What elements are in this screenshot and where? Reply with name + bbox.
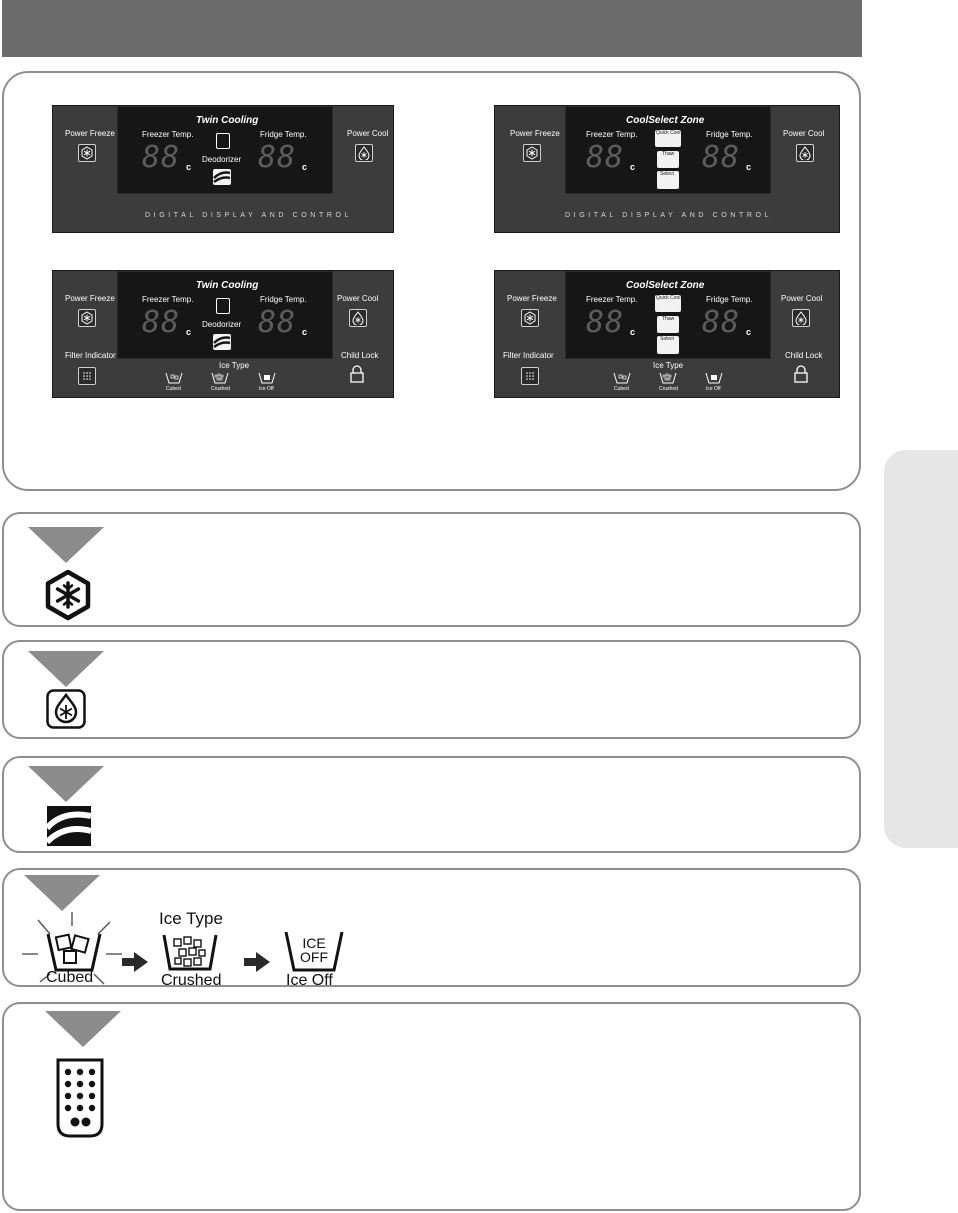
deodorizer-icon — [47, 806, 91, 851]
freezer-deg: c — [630, 327, 636, 337]
power-freeze-icon — [80, 311, 94, 325]
fridge-digits: 88 — [702, 305, 741, 340]
display-window — [117, 271, 333, 359]
ice-off-label: Ice Off — [259, 386, 274, 392]
select-button[interactable] — [657, 171, 679, 189]
ice-off-label: Ice Off — [286, 972, 333, 989]
fridge-temp-label: Fridge Temp. — [260, 130, 307, 139]
power-cool-icon — [794, 311, 808, 325]
freezer-temp-label: Freezer Temp. — [142, 130, 194, 139]
section-marker — [45, 1011, 121, 1047]
freezer-digits: 88 — [586, 305, 625, 340]
freezer-deg: c — [186, 162, 192, 172]
deodorizer-label: Deodorizer — [202, 155, 242, 164]
fridge-deg: c — [302, 162, 308, 172]
power-cool-label: Power Cool — [781, 294, 823, 303]
thaw-button[interactable] — [657, 316, 679, 333]
freezer-digits: 88 — [142, 305, 181, 340]
filter-indicator-button[interactable] — [521, 367, 539, 385]
section-marker — [24, 875, 100, 911]
section-ice-type — [2, 868, 861, 987]
power-freeze-label: Power Freeze — [507, 294, 557, 303]
quick-cool-label: Quick Cool — [656, 295, 681, 301]
quick-cool-button[interactable] — [655, 130, 681, 147]
ice-type-label: Ice Type — [219, 361, 250, 370]
cubed-label: Cubed — [46, 969, 94, 986]
panel-title: Twin Cooling — [196, 115, 259, 126]
mode-indicator — [216, 298, 230, 314]
power-freeze-label: Power Freeze — [510, 129, 560, 138]
freezer-temp-label: Freezer Temp. — [142, 295, 194, 304]
deodorizer-icon — [213, 334, 231, 350]
power-cool-button[interactable] — [349, 309, 367, 327]
power-freeze-icon — [80, 146, 94, 160]
fridge-temp-label: Fridge Temp. — [706, 295, 753, 304]
ice-type-heading: Ice Type — [159, 909, 223, 928]
panel-caption: DIGITAL DISPLAY AND CONTROL — [565, 212, 773, 219]
power-freeze-button[interactable] — [78, 144, 96, 162]
crushed-label: Crushed — [211, 386, 230, 392]
power-freeze-label: Power Freeze — [65, 129, 115, 138]
display-window — [565, 271, 771, 359]
power-freeze-icon — [525, 146, 539, 160]
fridge-digits: 88 — [702, 140, 741, 175]
deodorizer-icon — [213, 169, 231, 185]
panel-coolselect-dispenser — [494, 270, 840, 398]
cubed-label: Cubed — [166, 386, 181, 392]
ice-off-icon — [282, 930, 346, 974]
side-tab — [884, 450, 958, 848]
power-freeze-button[interactable] — [523, 144, 541, 162]
crushed-label: Crushed — [659, 386, 678, 392]
power-cool-button[interactable] — [796, 144, 814, 162]
freezer-digits: 88 — [142, 140, 181, 175]
freezer-temp-label: Freezer Temp. — [586, 130, 638, 139]
crushed-label: Crushed — [161, 972, 222, 989]
power-cool-button[interactable] — [355, 144, 373, 162]
panel-title: CoolSelect Zone — [626, 280, 705, 291]
power-freeze-icon — [42, 569, 94, 626]
ice-off-icon-line2: OFF — [300, 949, 328, 965]
ice-off-label: Ice Off — [706, 386, 721, 392]
power-cool-icon — [798, 146, 812, 160]
filter-indicator-icon — [54, 1058, 106, 1143]
section-power-freeze — [2, 512, 861, 627]
power-cool-label: Power Cool — [337, 294, 379, 303]
cubed-label: Cubed — [614, 386, 629, 392]
section-marker — [28, 651, 104, 687]
filter-indicator-button[interactable] — [78, 367, 96, 385]
panel-twin-cooling-dispenser — [52, 270, 394, 398]
thaw-label: Thaw — [662, 151, 675, 157]
filter-indicator-icon — [523, 369, 537, 383]
select-label: Select — [660, 171, 674, 177]
freezer-temp-label: Freezer Temp. — [586, 295, 638, 304]
section-marker — [28, 766, 104, 802]
panel-title: CoolSelect Zone — [626, 115, 705, 126]
thaw-button[interactable] — [657, 151, 679, 168]
panel-caption: DIGITAL DISPLAY AND CONTROL — [145, 212, 353, 219]
ice-off-icon-line1: ICE — [302, 935, 326, 951]
freezer-deg: c — [186, 327, 192, 337]
power-freeze-icon — [523, 311, 537, 325]
arrow-2 — [244, 952, 270, 977]
child-lock-icon[interactable] — [350, 365, 364, 388]
deodorizer-label: Deodorizer — [202, 320, 242, 329]
freezer-digits: 88 — [586, 140, 625, 175]
power-freeze-button[interactable] — [78, 309, 96, 327]
power-cool-label: Power Cool — [347, 129, 389, 138]
quick-cool-button[interactable] — [655, 295, 681, 312]
fridge-digits: 88 — [258, 305, 297, 340]
fridge-temp-label: Fridge Temp. — [706, 130, 753, 139]
child-lock-icon[interactable] — [794, 365, 808, 388]
select-label: Select — [660, 336, 674, 342]
panel-coolselect-zone — [494, 105, 840, 233]
quick-cool-label: Quick Cool — [656, 130, 681, 136]
power-cool-icon — [357, 146, 371, 160]
panel-twin-cooling — [52, 105, 394, 233]
select-button[interactable] — [657, 336, 679, 354]
fridge-deg: c — [746, 327, 752, 337]
section-marker — [28, 527, 104, 563]
power-freeze-label: Power Freeze — [65, 294, 115, 303]
power-cool-label: Power Cool — [783, 129, 825, 138]
fridge-deg: c — [746, 162, 752, 172]
freezer-deg: c — [630, 162, 636, 172]
filter-indicator-label: Filter Indicator — [503, 351, 554, 360]
child-lock-label: Child Lock — [785, 351, 823, 360]
display-window — [565, 106, 771, 194]
filter-indicator-label: Filter Indicator — [65, 351, 116, 360]
filter-indicator-icon — [80, 369, 94, 383]
fridge-deg: c — [302, 327, 308, 337]
fridge-digits: 88 — [258, 140, 297, 175]
child-lock-label: Child Lock — [341, 351, 379, 360]
mode-indicator — [216, 133, 230, 149]
section-filter-indicator — [2, 1002, 861, 1211]
thaw-label: Thaw — [662, 316, 675, 322]
power-freeze-button[interactable] — [521, 309, 539, 327]
display-window — [117, 106, 333, 194]
section-deodorizer — [2, 756, 861, 853]
power-cool-button[interactable] — [792, 309, 810, 327]
header-bar — [2, 0, 862, 57]
control-panels-figure — [2, 71, 861, 491]
arrow-1 — [122, 952, 148, 977]
power-cool-icon — [351, 311, 365, 325]
panel-title: Twin Cooling — [196, 280, 259, 291]
fridge-temp-label: Fridge Temp. — [260, 295, 307, 304]
section-power-cool — [2, 640, 861, 739]
power-cool-icon — [46, 689, 86, 734]
ice-type-label: Ice Type — [653, 361, 684, 370]
